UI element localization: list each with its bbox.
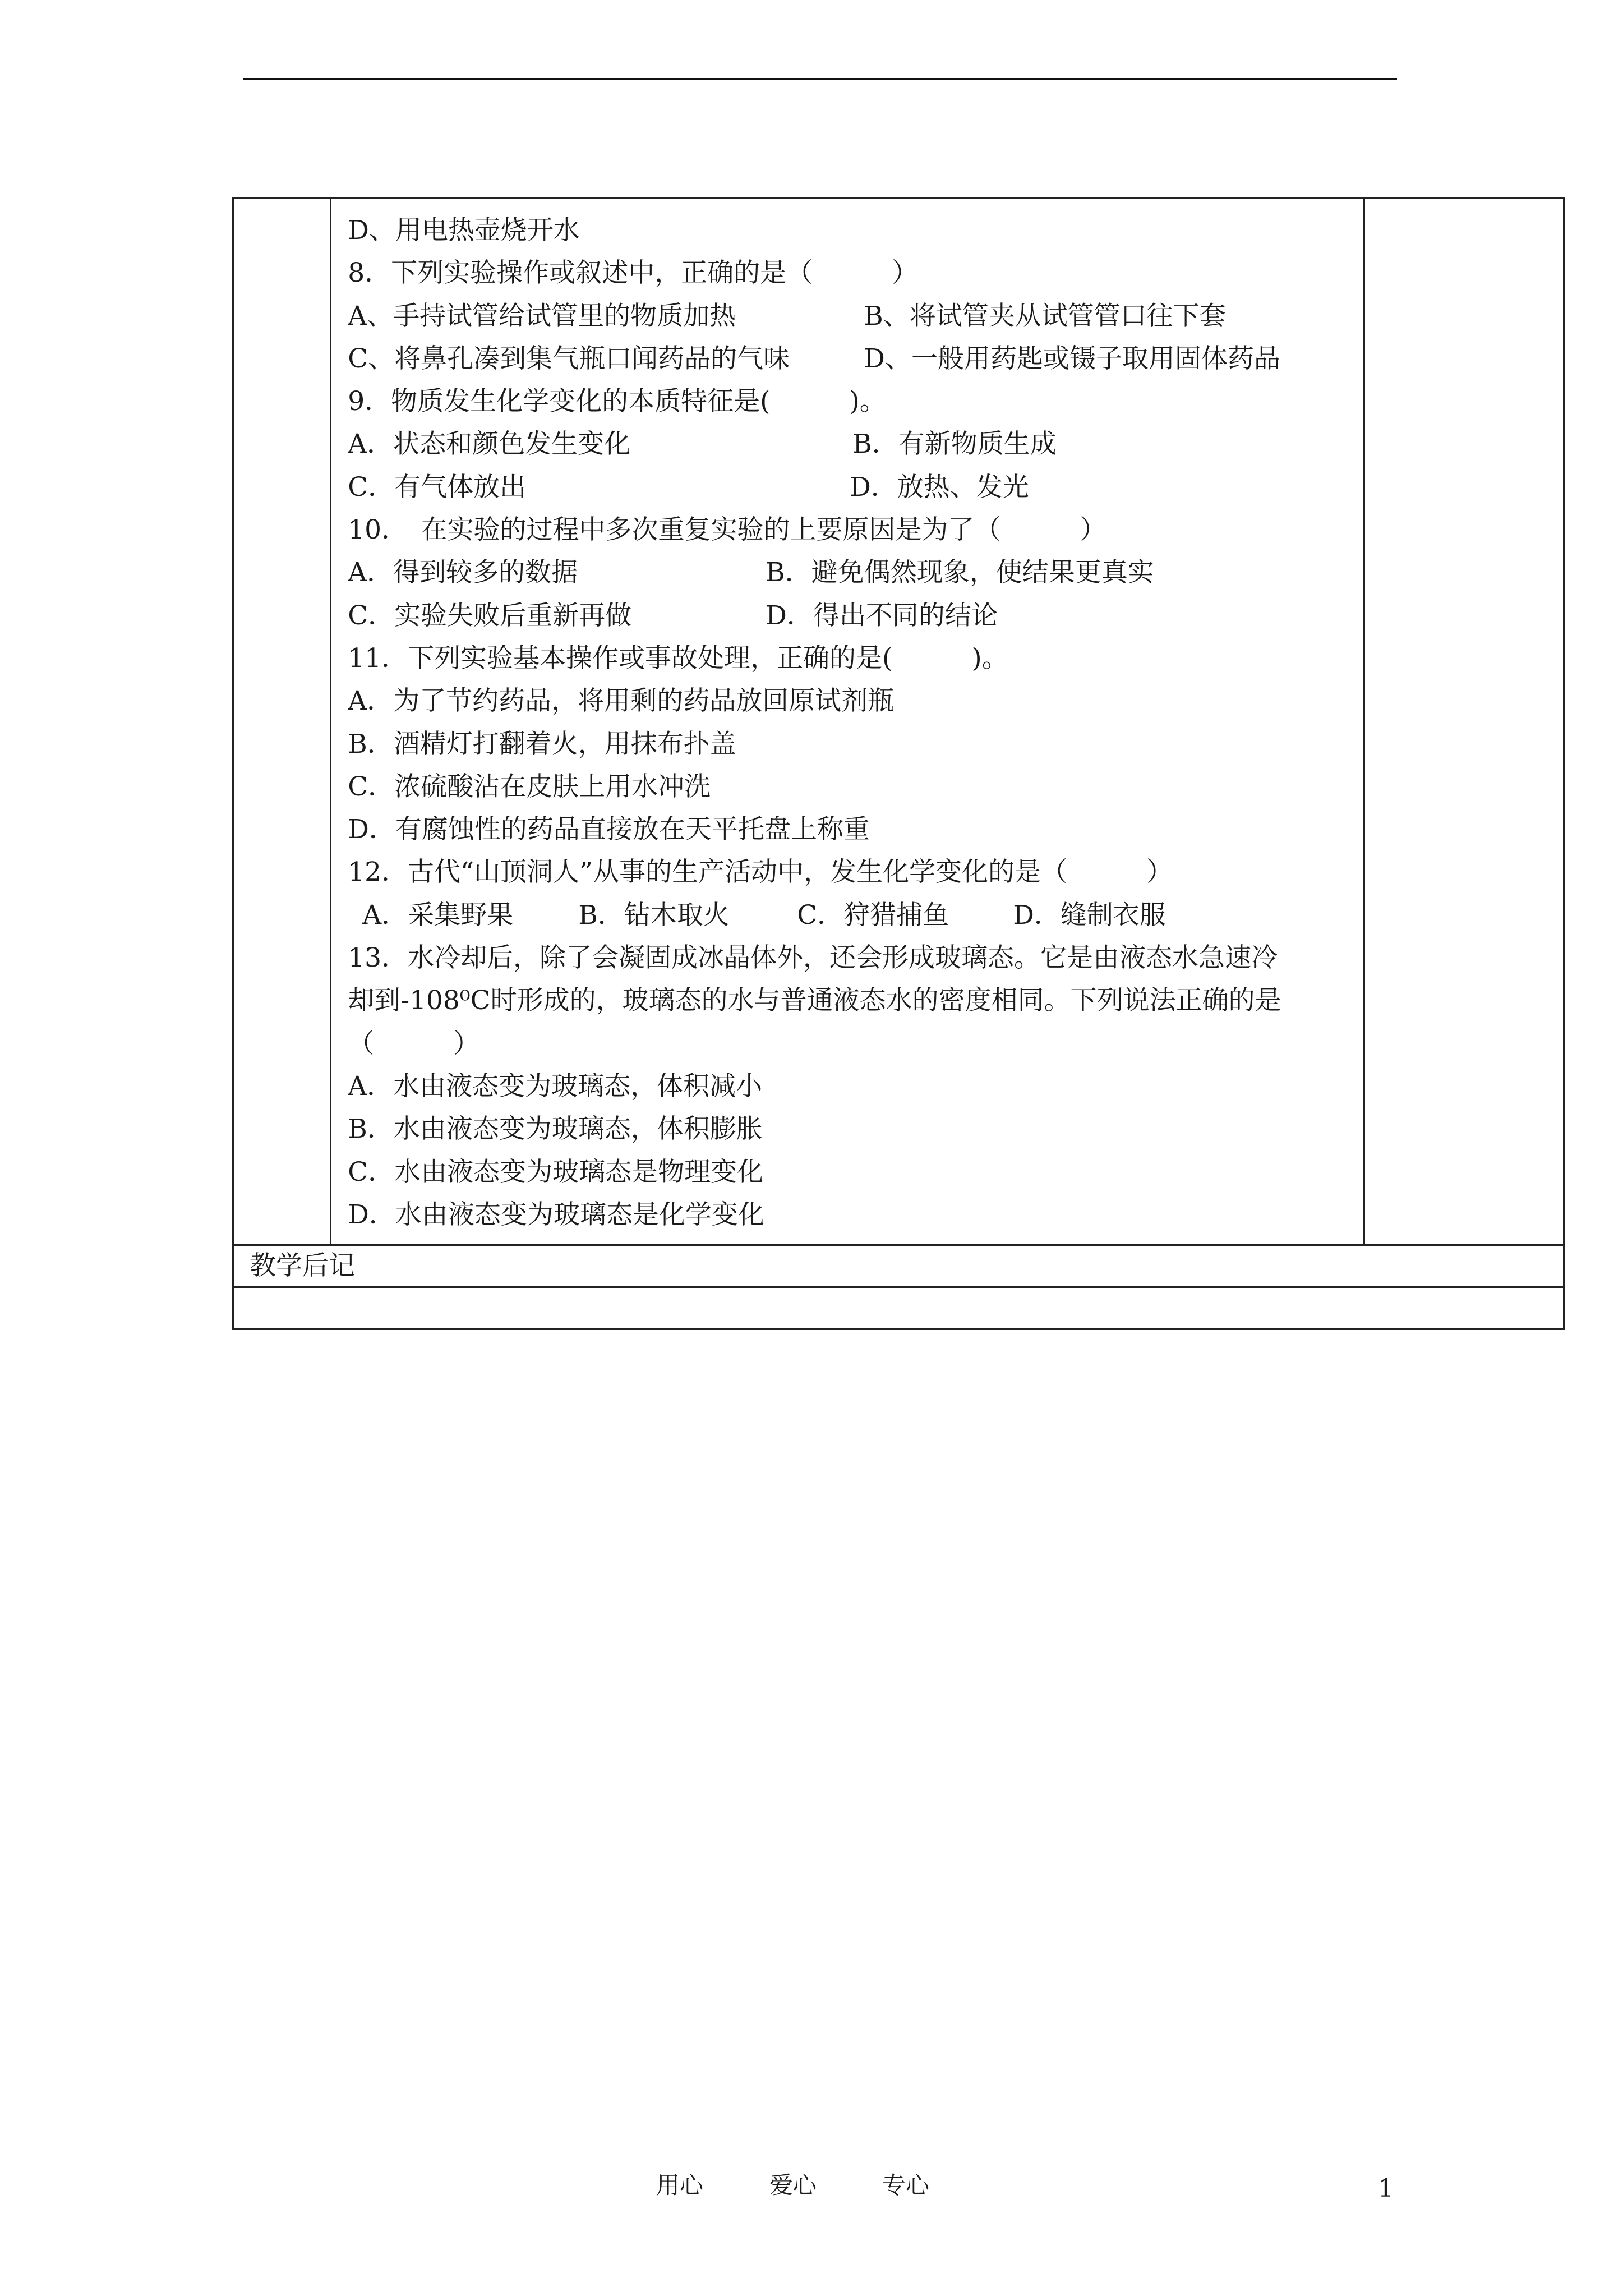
q12-options-row bbox=[348, 894, 1363, 937]
q13-option-c: C．水由液态变为玻璃态是物理变化 bbox=[348, 1156, 764, 1188]
notes-label-row bbox=[233, 1245, 1564, 1287]
q8-option-b: B、将试管夹从试管管口往下套 bbox=[864, 300, 1226, 332]
header-rule bbox=[243, 78, 1397, 80]
q10-option-a: A．得到较多的数据 bbox=[348, 557, 578, 588]
q9-options-row-1 bbox=[348, 423, 1363, 466]
q11-stem: 11．下列实验基本操作或事故处理，正确的是( )。 bbox=[348, 642, 1008, 674]
q9-option-c: C．有气体放出 bbox=[348, 471, 527, 503]
q9-option-a: A．状态和颜色发生变化 bbox=[348, 429, 631, 460]
right-blank-cell bbox=[1364, 199, 1564, 1245]
q8-option-a: A、手持试管给试管里的物质加热 bbox=[348, 300, 736, 332]
q10-option-b: B．避免偶然现象，使结果更真实 bbox=[766, 557, 1154, 588]
q10-options-row-1 bbox=[348, 551, 1363, 594]
q10-option-d: D．得出不同的结论 bbox=[766, 600, 998, 631]
q9-stem: 9．物质发生化学变化的本质特征是( )。 bbox=[348, 386, 886, 417]
exercise-content-cell bbox=[331, 199, 1364, 1245]
notes-label: 教学后记 bbox=[233, 1245, 1564, 1287]
q12-option-b: B．钻木取火 bbox=[578, 899, 730, 931]
q8-stem: 8．下列实验操作或叙述中，正确的是（ ） bbox=[348, 257, 919, 289]
notes-blank-row bbox=[233, 1287, 1564, 1329]
footer-motto-1: 用心 bbox=[656, 2171, 704, 2199]
q7-option-d: D、用电热壶烧开水 bbox=[348, 215, 580, 246]
q9-options-row-2 bbox=[348, 466, 1363, 509]
q10-options-row-2 bbox=[348, 595, 1363, 637]
q8-options-row-1 bbox=[348, 295, 1363, 338]
q10-stem: 10． 在实验的过程中多次重复实验的上要原因是为了（ ） bbox=[348, 514, 1106, 546]
q11-option-d: D．有腐蚀性的药品直接放在天平托盘上称重 bbox=[348, 814, 870, 845]
q12-option-c: C．狩猎捕鱼 bbox=[797, 899, 949, 931]
q11-option-b: B．酒精灯打翻着火，用抹布扑盖 bbox=[348, 728, 736, 760]
left-label-cell bbox=[233, 199, 331, 1245]
q13-option-a: A．水由液态变为玻璃态，体积减小 bbox=[348, 1070, 763, 1102]
q13-stem-line-2: 却到-108⁰C时形成的，玻璃态的水与普通液态水的密度相同。下列说法正确的是 bbox=[348, 985, 1281, 1016]
q9-option-b: B．有新物质生成 bbox=[852, 429, 1057, 460]
footer-motto-2: 爱心 bbox=[769, 2171, 817, 2199]
q13-stem-line-1: 13．水冷却后，除了会凝固成冰晶体外，还会形成玻璃态。它是由液态水急速冷 bbox=[348, 942, 1278, 974]
q8-option-c: C、将鼻孔凑到集气瓶口闻药品的气味 bbox=[348, 343, 790, 374]
q12-stem: 12．古代“山顶洞人”从事的生产活动中，发生化学变化的是（ ） bbox=[348, 857, 1173, 888]
footer-motto-3: 专心 bbox=[882, 2171, 930, 2199]
q8-option-d: D、一般用药匙或镊子取用固体药品 bbox=[864, 343, 1280, 374]
page-number: 1 bbox=[1378, 2174, 1394, 2203]
q13-stem-line-3: （ ） bbox=[348, 1028, 480, 1059]
lesson-table bbox=[232, 197, 1565, 1330]
q8-options-row-2 bbox=[348, 338, 1363, 380]
q11-option-c: C．浓硫酸沾在皮肤上用水冲洗 bbox=[348, 771, 711, 802]
q11-option-a: A．为了节约药品，将用剩的药品放回原试剂瓶 bbox=[348, 685, 895, 717]
q13-option-d: D．水由液态变为玻璃态是化学变化 bbox=[348, 1199, 764, 1230]
q13-option-b: B．水由液态变为玻璃态，体积膨胀 bbox=[348, 1114, 763, 1145]
q9-option-d: D．放热、发光 bbox=[850, 471, 1029, 503]
exercise-row bbox=[233, 199, 1564, 1245]
q10-option-c: C．实验失败后重新再做 bbox=[348, 600, 632, 631]
q12-option-d: D．缝制衣服 bbox=[1013, 899, 1166, 931]
q12-option-a: A．采集野果 bbox=[362, 899, 514, 931]
notes-blank-cell bbox=[233, 1287, 1564, 1329]
